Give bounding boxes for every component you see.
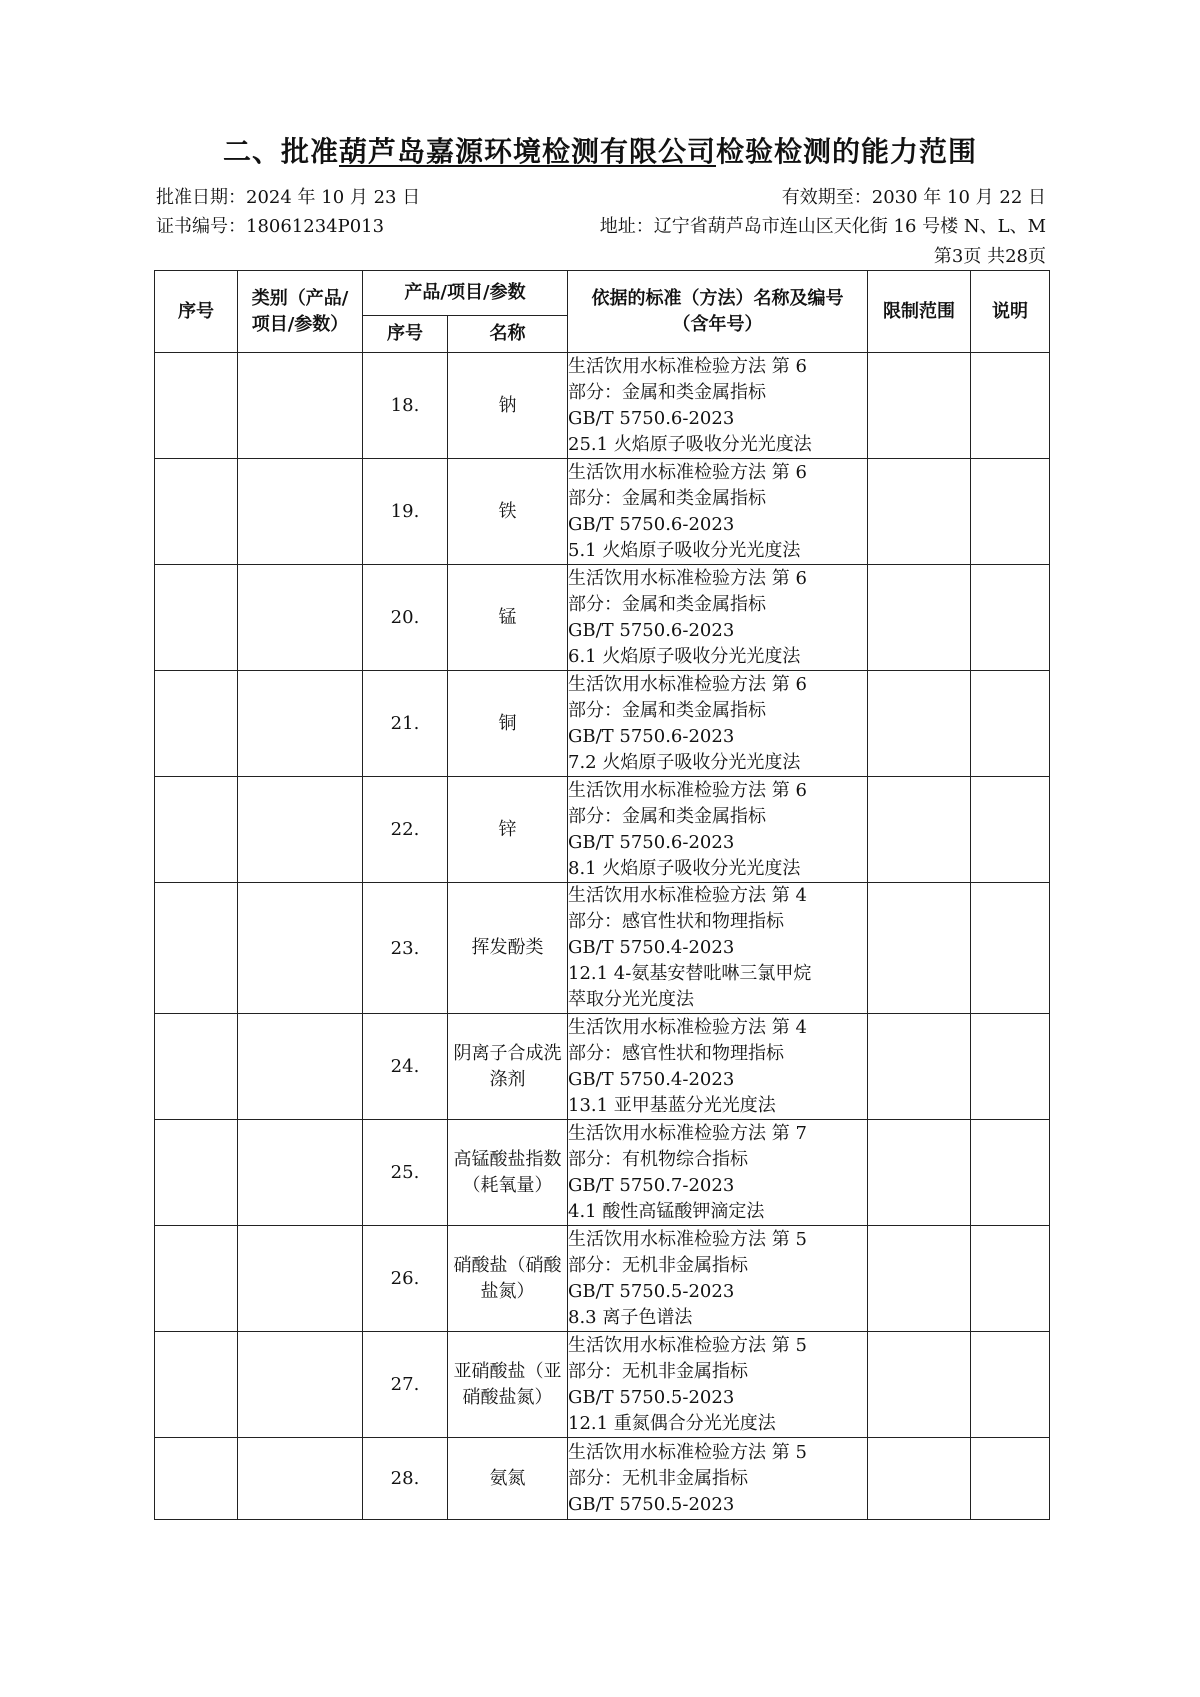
- note-cell: [971, 1226, 1050, 1332]
- standard-cell: [568, 671, 868, 777]
- note-cell: [971, 1438, 1050, 1520]
- category-cell: [238, 1226, 363, 1332]
- valid-until: 有效期至：2030 年 10 月 22 日: [781, 187, 1046, 208]
- item-number: 22.: [363, 777, 448, 883]
- header-seq: 序号: [155, 271, 238, 353]
- table-row: [155, 1120, 1050, 1226]
- standard-cell: [568, 777, 868, 883]
- item-name: 亚硝酸盐（亚硝酸盐氮）: [448, 1332, 568, 1438]
- standard-line: 8.3 离子色谱法: [568, 1306, 693, 1328]
- limit-cell: [868, 565, 971, 671]
- category-cell: [238, 353, 363, 459]
- seq-cell: [155, 565, 238, 671]
- table-body: [155, 353, 1050, 1520]
- standard-line: GB/T 5750.5-2023: [568, 1493, 735, 1515]
- header-category: 类别（产品/项目/参数）: [238, 271, 363, 353]
- standard-line: 生活饮用水标准检验方法 第 4: [568, 1016, 807, 1038]
- standard-cell: [568, 459, 868, 565]
- standard-line: 生活饮用水标准检验方法 第 6: [568, 673, 807, 695]
- table-row: [155, 565, 1050, 671]
- address: 地址：辽宁省葫芦岛市连山区天化街 16 号楼 N、L、M: [599, 216, 1046, 237]
- standard-line: 生活饮用水标准检验方法 第 7: [568, 1122, 807, 1144]
- standard-cell: [568, 353, 868, 459]
- standard-line: 部分：金属和类金属指标: [568, 593, 766, 615]
- standard-line: 6.1 火焰原子吸收分光光度法: [568, 645, 801, 667]
- header-standard: 依据的标准（方法）名称及编号（含年号）: [568, 271, 868, 353]
- standard-line: GB/T 5750.6-2023: [568, 831, 735, 853]
- table-row: [155, 1226, 1050, 1332]
- item-name: 钠: [448, 353, 568, 459]
- standard-line: 部分：金属和类金属指标: [568, 805, 766, 827]
- item-number: 24.: [363, 1014, 448, 1120]
- note-cell: [971, 883, 1050, 1014]
- standard-line: 生活饮用水标准检验方法 第 6: [568, 567, 807, 589]
- page-number: 第3页 共28页: [933, 246, 1046, 267]
- note-cell: [971, 1332, 1050, 1438]
- item-number: 20.: [363, 565, 448, 671]
- standard-line: 部分：感官性状和物理指标: [568, 1042, 784, 1064]
- table-row: [155, 459, 1050, 565]
- standard-line: 生活饮用水标准检验方法 第 4: [568, 885, 807, 906]
- seq-cell: [155, 1014, 238, 1120]
- header-limit: 限制范围: [868, 271, 971, 353]
- limit-cell: [868, 671, 971, 777]
- standard-line: 萃取分光光度法: [568, 989, 694, 1010]
- note-cell: [971, 777, 1050, 883]
- standard-cell: [568, 565, 868, 671]
- title-company: 葫芦岛嘉源环境检测有限公司: [338, 135, 716, 168]
- limit-cell: [868, 777, 971, 883]
- table-row: [155, 1438, 1050, 1520]
- item-number: 23.: [363, 883, 448, 1014]
- seq-cell: [155, 1226, 238, 1332]
- standard-line: 生活饮用水标准检验方法 第 6: [568, 355, 807, 377]
- item-name: 高锰酸盐指数（耗氧量）: [448, 1120, 568, 1226]
- seq-cell: [155, 1332, 238, 1438]
- seq-cell: [155, 459, 238, 565]
- approval-date: 批准日期：2024 年 10 月 23 日: [156, 187, 421, 208]
- standard-line: 部分：有机物综合指标: [568, 1148, 748, 1170]
- item-number: 27.: [363, 1332, 448, 1438]
- page-title: [0, 130, 1200, 170]
- standard-line: 生活饮用水标准检验方法 第 5: [568, 1441, 807, 1463]
- table-row: [155, 777, 1050, 883]
- capability-table: [154, 270, 1050, 1520]
- category-cell: [238, 883, 363, 1014]
- category-cell: [238, 565, 363, 671]
- item-number: 25.: [363, 1120, 448, 1226]
- category-cell: [238, 1438, 363, 1520]
- seq-cell: [155, 671, 238, 777]
- standard-line: 12.1 4-氨基安替吡啉三氯甲烷: [568, 963, 812, 984]
- seq-cell: [155, 883, 238, 1014]
- standard-line: GB/T 5750.6-2023: [568, 407, 735, 429]
- item-number: 28.: [363, 1438, 448, 1520]
- item-name: 硝酸盐（硝酸盐氮）: [448, 1226, 568, 1332]
- note-cell: [971, 1120, 1050, 1226]
- standard-line: 5.1 火焰原子吸收分光光度法: [568, 539, 801, 561]
- seq-cell: [155, 777, 238, 883]
- category-cell: [238, 1014, 363, 1120]
- standard-line: GB/T 5750.6-2023: [568, 513, 735, 535]
- note-cell: [971, 565, 1050, 671]
- seq-cell: [155, 353, 238, 459]
- standard-line: GB/T 5750.5-2023: [568, 1280, 735, 1302]
- title-prefix: 二、批准: [222, 135, 339, 168]
- standard-cell: [568, 1014, 868, 1120]
- table-row: [155, 353, 1050, 459]
- table-row: [155, 1332, 1050, 1438]
- item-number: 18.: [363, 353, 448, 459]
- standard-line: GB/T 5750.6-2023: [568, 725, 735, 747]
- standard-cell: [568, 1332, 868, 1438]
- certificate-number: 证书编号：18061234P013: [156, 216, 385, 237]
- standard-cell: [568, 1120, 868, 1226]
- standard-line: 部分：金属和类金属指标: [568, 381, 766, 403]
- note-cell: [971, 1014, 1050, 1120]
- standard-line: 部分：无机非金属指标: [568, 1360, 748, 1382]
- standard-line: 部分：金属和类金属指标: [568, 487, 766, 509]
- standard-line: 生活饮用水标准检验方法 第 5: [568, 1334, 807, 1356]
- table-row: [155, 1014, 1050, 1120]
- standard-line: 7.2 火焰原子吸收分光光度法: [568, 751, 801, 773]
- category-cell: [238, 671, 363, 777]
- limit-cell: [868, 1120, 971, 1226]
- limit-cell: [868, 1226, 971, 1332]
- standard-line: GB/T 5750.5-2023: [568, 1386, 735, 1408]
- limit-cell: [868, 1014, 971, 1120]
- standard-line: 13.1 亚甲基蓝分光光度法: [568, 1094, 776, 1116]
- header-product-group: 产品/项目/参数: [363, 271, 568, 316]
- standard-line: GB/T 5750.4-2023: [568, 937, 735, 958]
- item-name: 锌: [448, 777, 568, 883]
- item-number: 26.: [363, 1226, 448, 1332]
- item-name: 锰: [448, 565, 568, 671]
- standard-line: 部分：无机非金属指标: [568, 1254, 748, 1276]
- note-cell: [971, 671, 1050, 777]
- table-row: [155, 883, 1050, 1014]
- item-number: 19.: [363, 459, 448, 565]
- standard-line: GB/T 5750.4-2023: [568, 1068, 735, 1090]
- standard-line: 生活饮用水标准检验方法 第 5: [568, 1228, 807, 1250]
- standard-cell: [568, 883, 868, 1014]
- standard-line: 部分：无机非金属指标: [568, 1467, 748, 1489]
- standard-cell: [568, 1438, 868, 1520]
- category-cell: [238, 1332, 363, 1438]
- note-cell: [971, 459, 1050, 565]
- table-row: [155, 671, 1050, 777]
- standard-line: 8.1 火焰原子吸收分光光度法: [568, 857, 801, 879]
- limit-cell: [868, 459, 971, 565]
- header-sub-name: 名称: [448, 316, 568, 353]
- standard-line: 生活饮用水标准检验方法 第 6: [568, 779, 807, 801]
- standard-line: 12.1 重氮偶合分光光度法: [568, 1412, 776, 1434]
- item-name: 铁: [448, 459, 568, 565]
- seq-cell: [155, 1438, 238, 1520]
- standard-line: 部分：感官性状和物理指标: [568, 911, 784, 932]
- category-cell: [238, 459, 363, 565]
- standard-line: 4.1 酸性高锰酸钾滴定法: [568, 1200, 765, 1222]
- item-name: 铜: [448, 671, 568, 777]
- item-name: 挥发酚类: [448, 883, 568, 1014]
- category-cell: [238, 1120, 363, 1226]
- standard-cell: [568, 1226, 868, 1332]
- item-name: 阴离子合成洗涤剂: [448, 1014, 568, 1120]
- item-number: 21.: [363, 671, 448, 777]
- limit-cell: [868, 1332, 971, 1438]
- standard-line: GB/T 5750.6-2023: [568, 619, 735, 641]
- standard-line: 部分：金属和类金属指标: [568, 699, 766, 721]
- title-suffix: 检验检测的能力范围: [716, 135, 978, 168]
- limit-cell: [868, 353, 971, 459]
- header-note: 说明: [971, 271, 1050, 353]
- standard-line: 25.1 火焰原子吸收分光光度法: [568, 433, 812, 455]
- header-sub-seq: 序号: [363, 316, 448, 353]
- seq-cell: [155, 1120, 238, 1226]
- note-cell: [971, 353, 1050, 459]
- limit-cell: [868, 883, 971, 1014]
- category-cell: [238, 777, 363, 883]
- limit-cell: [868, 1438, 971, 1520]
- standard-line: 生活饮用水标准检验方法 第 6: [568, 461, 807, 483]
- item-name: 氨氮: [448, 1438, 568, 1520]
- standard-line: GB/T 5750.7-2023: [568, 1174, 735, 1196]
